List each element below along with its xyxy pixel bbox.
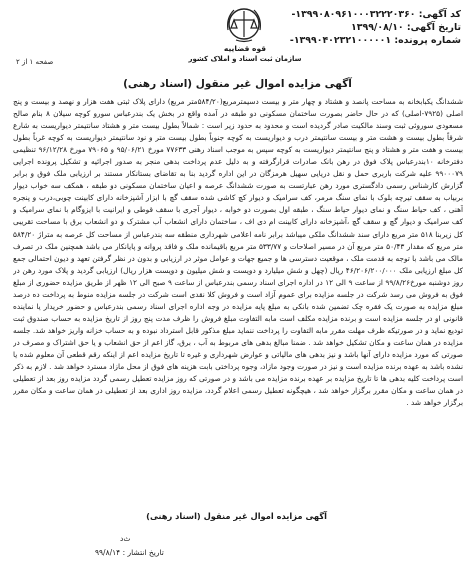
signature-title: آگهی مزایده اموال غیر منقول (اسناد رهنی) xyxy=(146,511,327,521)
page-number: صفحه ۱ از ۲ xyxy=(16,58,54,66)
signature-mark: ث‌د xyxy=(120,534,131,543)
page-title: آگهی مزایده اموال غیر منقول (اسناد رهنی) xyxy=(123,78,352,90)
org-name-secondary: سازمان ثبت اسناد و املاک کشور xyxy=(188,55,302,63)
publish-date: تاریخ انتشار : ۹۹/۸/۱۴ xyxy=(95,548,164,557)
announcement-body: ششدانگ یکبابخانه به مساحت پانصد و هشتاد و چهار متر و بیست دسیمترمربع(۵۸۴/۲۰متر مربع) دارای پلاک ثبتی هفت هزار و نهصد و بیست و پنج اصلی (۷۹۲۵-اصلی) که در حال حاضر بصورت ساختمان مسکونی دو طبقه در آمده واقع در بخش یک بندرعباس سورو کوچه سیلان ۸ بنام صالح مسعودی سوروئی ثبت وسند مالکیت صادر گردیده است و محدود به حدود زیر است : شمالاً بطول بیست متر و هشتاد سانتیمتر دیواریست به شارع شرقاً بطول بیست و هشت متر و بیست سانتیمتر درب و دیواریست به کوچه جنوباً بطول بیست متر و نود سانتیمتر دیواریست به کوچه غرباً بطول بیست و هفت متر و هشتاد و پنج سانتیمتر دیواریست به کوچه سپس به موجب اسناد رهنی ۷۷۶۳۳ مورخ ۹۵/۰۶/۲۱ و ۷۹۰۶۵ مورخ ۹۶/۱۲/۲۸ تنظیمی دفترخانه ۱۰بندرعباس پلاک فوق در رهن بانک صادرات قرارگرفته و به دلیل عدم پرداخت بدهی منجر به صدور اجرائیه و تشکیل پرونده اجرایی ۹۹۰۰۰۷۹ علیه شرکت باربری حمل و نقل دریایی سهیل هرمزگان در این اداره گردید بنا به تقاضای بستانکار مستند بر ارزیابی ملک فوق و برابر گزارش کارشناس رسمی دادگستری مورد رهن عبارتست به صورت ششدانگ عرصه و اعیان ساختمان مسکونی دو طبقه ، همکف سه خواب دیوار بربیاب به سقف تیرچه بلوک با نمای سنگ مرمر، کف سرامیک و دیوار کچ کاشی شده سقف گچ با ابزار آشپزخانه دارای کابینت چوبی،درب و پنجره آهنی ، کف حیاط سنگ و نمای دیوار حیاط سنگ ، طبقه اول بصورت دو خوابه ، دیوار آجری با سقف قوطی و ایرانیت با ایزوگام با نمای سرامیک و کف سرامیک و دیوار گچ و سقف گچ ،آشپزخانه دارای کابینت ام دی اف ، ساختمان دارای انشعاب آب مشترک و دو انشعاب برق با مساحت تقریبی کل زیربنا ۵۱۸ متر مربع دارای سند ششدانگ ملکی میباشد برابر نامه اعلامی شهرداری منطقه سه بندرعباس از مساحت کل عرصه به متراژ ۵۸۴/۲۰ متر مربع که مقدار ۵۰/۴۳ متر مربع آن در مسیر اصلاحات و ۵۳۳/۷۷ متر مربع باقیمانده ملک و فاقد پروانه و پایانکار می باشد همچنین ملک در تصرف مالک می باشد با توجه به قدمت ملک ، موقعیت دسترسی ها و جمیع جهات و عوامل موثر در ارزیابی و بدون در نظر گرفتن تعهد و دیون احتمالی جمع کل مبلغ ارزیابی ملک ۴۶/۲۰۶/۲۰۰/۰۰۰ ریال (چهل و شش میلیارد و دویست و شش میلیون و دویست هزار ریال) ارزیابی گردید و پلاک مورد رهن در روز دوشنبه مورخ۹۹/۸/۲۶ از ساعت ۹ الی ۱۲ در اداره اجرای اسناد رسمی بندرعباس از ساعت ۹ صبح الی ۱۲ ظهر از طریق مزایده حضوری از مبلغ فوق به فروش می رسد شرکت در جلسه مزایده برای عموم آزاد است و فروش کلا نقدی است شرکت در جلسه مزایده منوط به پرداخت ده درصد مبلغ مزایده به صورت یک فقره چک تضمین شده بانکی به مبلغ پایه مزایده در وجه اداره اجرای اسناد رسمی بندرعباس و حضور خریدار یا نماینده قانونی او در جلسه مزایده است و برنده مزایده مکلف است مابه التفاوت مبلغ فروش را ظرف مدت پنج روز از تاریخ مزایده به حساب صندوق ثبت تودیع نماید و در صورتیکه ظرف مهلت مقرر مابه التفاوت را پرداخت ننماید مبلغ مذکور قابل استرداد نبوده و به حساب خزانه واریز خواهد شد. جلسه مزایده در همان ساعت و مکان تشکیل خواهد شد . ضمنا مبالغ بدهی های مربوط به آب ، برق، گاز اعم از حق انشعاب و یا حق اشتراک و مصرف در صورتی که مورد مزایده دارای آنها باشد و نیز بدهی های مالیاتی و عوارض شهرداری و غیره تا تاریخ مزایده اعم از اینکه رقم قطعی آن معلوم شده یا نشده باشد به عهده برنده مزایده است و نیز در صورت وجود مازاد، وجوه پرداختی بابت هزینه های فوق از محل مازاد مسترد خواهد شد . لازم به ذکر است پرداخت کلیه بدهی ها تا تاریخ مزایده بر عهده برنده مزایده می باشد و در صورتی که روز مزایده تعطیل رسمی گردد مزایده روز بعد از تعطیلی در همان ساعت و مکان مقرر برگزار خواهد شد ، هیچگونه تعطیل رسمی اعلام گردد، مزایده روز اداری بعد از تعطیلی در همان ساعت و مکان مقرر برگزار خواهد شد . xyxy=(13,97,463,408)
ad-date: تاریخ آگهی: ۱۳۹۹/۰۸/۱۰ xyxy=(351,22,461,33)
ad-code: کد آگهی: ۱۳۹۹۰۸۰۹۶۱۰۰۰۳۲۲۲۰۳۶۰- xyxy=(291,9,461,20)
org-name-primary: قوه قضاییه xyxy=(223,44,267,53)
file-number: شماره پرونده: ۱۳۹۹۰۴۰۲۳۲۱۰۰۰۰۰۱- xyxy=(289,35,461,46)
judiciary-emblem-icon xyxy=(222,2,266,46)
reference-block xyxy=(261,8,461,47)
